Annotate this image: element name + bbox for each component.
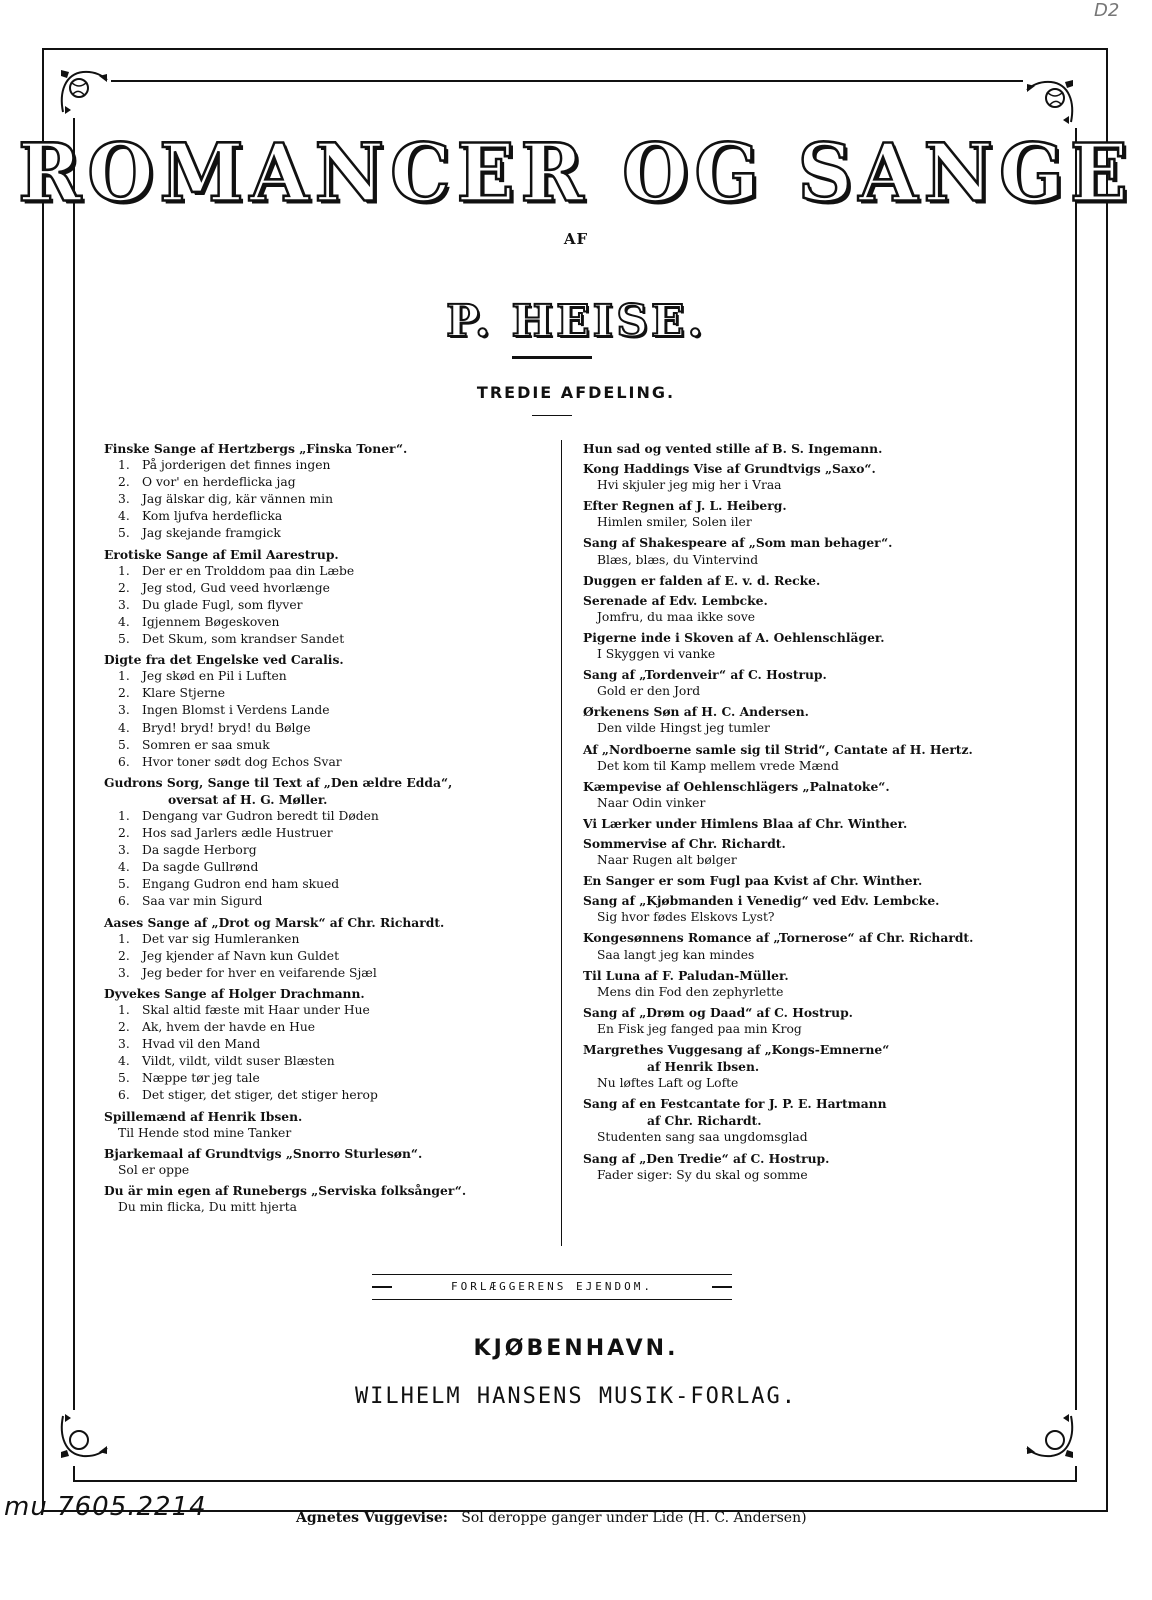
song-number: 5. [118, 1071, 130, 1086]
song-item [104, 563, 554, 580]
song-item [104, 668, 554, 685]
song-title: O vor' en herdeflicka jag [142, 475, 296, 490]
song-title: Jeg skød en Pil i Luften [142, 669, 287, 684]
song-item [104, 876, 554, 893]
song-title: Gold er den Jord [597, 684, 701, 699]
song-number: 2. [118, 475, 130, 490]
song-number: 5. [118, 877, 130, 892]
song-number: 4. [118, 614, 130, 629]
group-heading: Aases Sange af „Drot og Marsk“ af Chr. Richardt. [104, 914, 445, 930]
group-heading: Du är min egen af Runebergs „Serviska folksånger“. [104, 1182, 467, 1198]
song-title: Jag älskar dig, kär vännen min [142, 492, 333, 507]
song-title: Den vilde Hingst jeg tumler [597, 721, 770, 736]
song-group [583, 592, 1043, 626]
song-group [583, 1041, 1043, 1092]
city: KJØBENHAVN. [473, 1336, 679, 1361]
song-number: 1. [118, 669, 130, 684]
group-heading: Af „Nordboerne samle sig til Strid“, Cantate af H. Hertz. [583, 741, 973, 757]
song-title: Da sagde Herborg [142, 843, 257, 858]
group-heading: Sang af en Festcantate for J. P. E. Hartmann [583, 1096, 887, 1112]
group-heading: Serenade af Edv. Lembcke. [583, 592, 768, 608]
corner-ornament-icon [55, 1410, 111, 1466]
song-number: 1. [118, 1003, 130, 1017]
composer-name: P. HEISE. [446, 296, 706, 347]
song-item [104, 614, 554, 631]
song-group [583, 460, 1043, 494]
song-item [583, 758, 1043, 775]
added-note [296, 1510, 807, 1526]
song-title: Igjennem Bøgeskoven [142, 614, 280, 629]
song-item [104, 825, 554, 842]
group-heading: Til Luna af F. Paludan-Müller. [583, 967, 789, 983]
group-heading: Sang af „Drøm og Daad“ af C. Hostrup. [583, 1004, 853, 1020]
song-number: 1. [118, 458, 130, 473]
song-number: 3. [118, 597, 130, 612]
song-title: Jeg kjender af Navn kun Guldet [142, 948, 340, 963]
song-title: Sol er oppe [118, 1162, 190, 1177]
song-title: Himlen smiler, Solen iler [597, 515, 752, 530]
song-group [104, 546, 554, 649]
song-item [104, 685, 554, 702]
song-title: Da sagde Gullrønd [142, 860, 259, 875]
group-heading: Gudrons Sorg, Sange til Text af „Den ældre Edda“, [104, 774, 453, 790]
group-heading: Ørkenens Søn af H. C. Andersen. [583, 704, 809, 720]
song-group [583, 1095, 1043, 1146]
song-item [583, 984, 1043, 1001]
song-item [104, 948, 554, 965]
song-title: Mens din Fod den zephyrlette [597, 984, 784, 999]
song-title: En Fisk jeg fanged paa min Krog [597, 1021, 802, 1036]
song-item [104, 859, 554, 876]
song-group [583, 440, 1043, 457]
song-title: Hvi skjuler jeg mig her i Vraa [597, 478, 782, 493]
column-divider [561, 440, 562, 1246]
song-group [104, 774, 554, 911]
song-group [583, 666, 1043, 700]
song-group [583, 534, 1043, 568]
song-item [104, 1053, 554, 1070]
group-heading-continuation: af Chr. Richardt. [647, 1113, 762, 1129]
song-title: Somren er saa smuk [142, 737, 270, 752]
song-item [104, 1019, 554, 1036]
song-title: Ak, hvem der havde en Hue [142, 1020, 316, 1035]
song-title: Engang Gudron end ham skued [142, 877, 340, 892]
group-heading: Sommervise af Chr. Richardt. [583, 835, 786, 851]
song-item [583, 514, 1043, 531]
song-title: Kom ljufva herdeflicka [142, 509, 283, 524]
song-title: Du min flicka, Du mitt hjerta [118, 1200, 297, 1215]
song-title: Til Hende stod mine Tanker [118, 1125, 292, 1140]
song-group [583, 703, 1043, 737]
song-title: Ingen Blomst i Verdens Lande [142, 703, 330, 718]
divider [512, 356, 592, 359]
song-group [104, 1108, 554, 1142]
song-item [104, 491, 554, 508]
group-heading: Margrethes Vuggesang af „Kongs-Emnerne“ [583, 1042, 890, 1057]
song-item [104, 525, 554, 542]
song-group [583, 741, 1043, 775]
handwritten-shelfmark: mu 7605.2214 [4, 1492, 207, 1522]
song-group [583, 497, 1043, 531]
song-title: På jorderigen det finnes ingen [142, 458, 331, 473]
corner-ornament-icon [55, 62, 111, 118]
song-title: I Skyggen vi vanke [597, 647, 716, 662]
song-number: 2. [118, 686, 130, 701]
song-item [583, 909, 1043, 926]
song-title: Jeg stod, Gud veed hvorlænge [142, 580, 330, 595]
song-title: Naar Rugen alt bølger [597, 853, 737, 868]
group-heading: Finske Sange af Hertzbergs „Finska Toner“. [104, 441, 408, 456]
song-group [583, 892, 1043, 926]
song-title: Nu løftes Laft og Lofte [597, 1076, 739, 1091]
song-group [583, 629, 1043, 663]
song-item [104, 1125, 554, 1142]
song-group [104, 1182, 554, 1216]
song-item [104, 1162, 554, 1179]
song-item [104, 808, 554, 825]
song-item [104, 965, 554, 982]
song-title: Saa var min Sigurd [142, 894, 263, 909]
note-text: Sol deroppe ganger under Lide (H. C. Andersen) [461, 1510, 807, 1526]
song-title: Hvor toner sødt dog Echos Svar [142, 754, 342, 769]
corner-ornament-icon [1023, 72, 1079, 128]
song-title: Skal altid fæste mit Haar under Hue [142, 1003, 370, 1017]
section-title: TREDIE AFDELING. [476, 383, 676, 402]
song-group [104, 440, 554, 543]
song-item [583, 720, 1043, 737]
song-number: 4. [118, 509, 130, 524]
song-group [104, 651, 554, 771]
divider [532, 415, 572, 416]
group-heading: Kæmpevise af Oehlenschlägers „Palnatoke“. [583, 778, 890, 794]
song-item [104, 737, 554, 754]
song-item [104, 842, 554, 859]
song-item [583, 1021, 1043, 1038]
song-item [583, 947, 1043, 964]
page-title: ROMANCER OG SANGE [18, 125, 1134, 220]
song-title: Der er en Trolddom paa din Læbe [142, 563, 355, 578]
song-item [104, 474, 554, 491]
song-group [583, 1004, 1043, 1038]
song-item [583, 852, 1043, 869]
song-group [583, 815, 1043, 832]
song-number: 1. [118, 931, 130, 946]
song-title: Studenten sang saa ungdomsglad [597, 1130, 808, 1145]
group-heading: Dyvekes Sange af Holger Drachmann. [104, 985, 365, 1001]
song-item [104, 1036, 554, 1053]
song-title: Blæs, blæs, du Vintervind [597, 552, 759, 567]
song-item [104, 931, 554, 948]
song-number: 4. [118, 860, 130, 875]
song-title: Næppe tør jeg tale [142, 1071, 260, 1086]
song-item [583, 646, 1043, 663]
group-heading: Spillemænd af Henrik Ibsen. [104, 1108, 303, 1124]
group-heading: Sang af „Kjøbmanden i Venedig“ ved Edv. Lembcke. [583, 893, 940, 909]
song-title: Det var sig Humleranken [142, 931, 300, 946]
group-heading: Duggen er falden af E. v. d. Recke. [583, 572, 821, 588]
song-title: Vildt, vildt, vildt suser Blæsten [142, 1054, 335, 1069]
song-group [583, 967, 1043, 1001]
song-number: 6. [118, 754, 130, 769]
song-group [583, 778, 1043, 812]
song-title: Hvad vil den Mand [142, 1037, 261, 1052]
af-label: AF [563, 230, 589, 248]
song-title: Klare Stjerne [142, 686, 226, 701]
group-heading: Pigerne inde i Skoven af A. Oehlenschläger. [583, 629, 885, 645]
song-title: Bryd! bryd! bryd! du Bølge [142, 720, 311, 735]
song-number: 2. [118, 1020, 130, 1035]
group-heading: Bjarkemaal af Grundtvigs „Snorro Sturlesøn“. [104, 1145, 423, 1161]
song-title: Jag skejande framgick [142, 526, 281, 541]
song-item [104, 580, 554, 597]
group-heading: Erotiske Sange af Emil Aarestrup. [104, 546, 339, 562]
group-heading: Sang af „Tordenveir“ af C. Hostrup. [583, 667, 827, 683]
song-item [583, 609, 1043, 626]
song-number: 6. [118, 1088, 130, 1103]
song-number: 3. [118, 703, 130, 718]
song-item [104, 631, 554, 648]
song-group [583, 1150, 1043, 1184]
song-title: Jeg beder for hver en veifarende Sjæl [142, 965, 377, 980]
song-number: 5. [118, 632, 130, 647]
song-number: 2. [118, 948, 130, 963]
banner-ornament-icon [712, 1286, 732, 1288]
group-heading: Sang af „Den Tredie“ af C. Hostrup. [583, 1150, 830, 1166]
group-heading-continuation: af Henrik Ibsen. [647, 1059, 760, 1075]
song-title: Saa langt jeg kan mindes [597, 947, 755, 962]
song-item [104, 457, 554, 474]
song-number: 6. [118, 894, 130, 909]
corner-mark: D2 [1094, 0, 1120, 21]
song-title: Det Skum, som krandser Sandet [142, 632, 345, 647]
publisher: WILHELM HANSENS MUSIK-FORLAG. [354, 1384, 798, 1409]
group-heading-continuation: oversat af H. G. Møller. [168, 791, 328, 807]
contents-left-column [104, 440, 554, 1219]
song-item [104, 720, 554, 737]
song-item [583, 477, 1043, 494]
song-group [104, 914, 554, 982]
group-heading: Hun sad og vented stille af B. S. Ingemann. [583, 441, 883, 456]
song-title: Jomfru, du maa ikke sove [597, 609, 756, 624]
song-number: 1. [118, 563, 130, 578]
song-item [104, 754, 554, 771]
group-heading: Kongesønnens Romance af „Tornerose“ af Chr. Richardt. [583, 930, 974, 946]
song-item [104, 893, 554, 910]
song-title: Naar Odin vinker [597, 795, 706, 810]
song-group [583, 929, 1043, 963]
song-title: Fader siger: Sy du skal og somme [597, 1167, 808, 1182]
song-item [583, 1129, 1043, 1146]
song-number: 4. [118, 1054, 130, 1069]
song-number: 3. [118, 1037, 130, 1052]
song-number: 1. [118, 808, 130, 823]
song-number: 4. [118, 720, 130, 735]
group-heading: En Sanger er som Fugl paa Kvist af Chr. Winther. [583, 873, 923, 889]
song-item [104, 1087, 554, 1104]
song-title: Du glade Fugl, som flyver [142, 597, 303, 612]
song-number: 3. [118, 843, 130, 858]
corner-ornament-icon [1023, 1410, 1079, 1466]
note-title: Agnetes Vuggevise: [296, 1510, 448, 1526]
song-group [104, 1145, 554, 1179]
contents-right-column [583, 440, 1043, 1187]
song-group [583, 572, 1043, 589]
publisher-property-banner: FORLÆGGERENS EJENDOM. [372, 1274, 732, 1300]
song-group [583, 872, 1043, 889]
group-heading: Digte fra det Engelske ved Caralis. [104, 652, 344, 668]
song-group [583, 835, 1043, 869]
song-number: 2. [118, 826, 130, 841]
song-number: 3. [118, 965, 130, 980]
song-item [104, 1199, 554, 1216]
song-group [104, 985, 554, 1105]
song-title: Sig hvor fødes Elskovs Lyst? [597, 910, 775, 925]
song-number: 5. [118, 526, 130, 541]
song-title: Hos sad Jarlers ædle Hustruer [142, 826, 333, 841]
song-item [583, 795, 1043, 812]
song-item [583, 1167, 1043, 1184]
song-title: Det kom til Kamp mellem vrede Mænd [597, 758, 839, 773]
group-heading: Vi Lærker under Himlens Blaa af Chr. Winther. [583, 815, 908, 831]
song-item [104, 1070, 554, 1087]
song-item [104, 1002, 554, 1019]
song-item [104, 508, 554, 525]
group-heading: Efter Regnen af J. L. Heiberg. [583, 498, 787, 514]
song-title: Dengang var Gudron beredt til Døden [142, 808, 379, 823]
song-item [583, 1075, 1043, 1092]
song-item [104, 597, 554, 614]
song-item [583, 552, 1043, 569]
song-number: 5. [118, 737, 130, 752]
group-heading: Sang af Shakespeare af „Som man behager“. [583, 535, 893, 551]
song-item [104, 702, 554, 719]
song-item [583, 683, 1043, 700]
song-title: Det stiger, det stiger, det stiger herop [142, 1088, 378, 1103]
group-heading: Kong Haddings Vise af Grundtvigs „Saxo“. [583, 461, 876, 477]
song-number: 2. [118, 580, 130, 595]
song-number: 3. [118, 492, 130, 507]
